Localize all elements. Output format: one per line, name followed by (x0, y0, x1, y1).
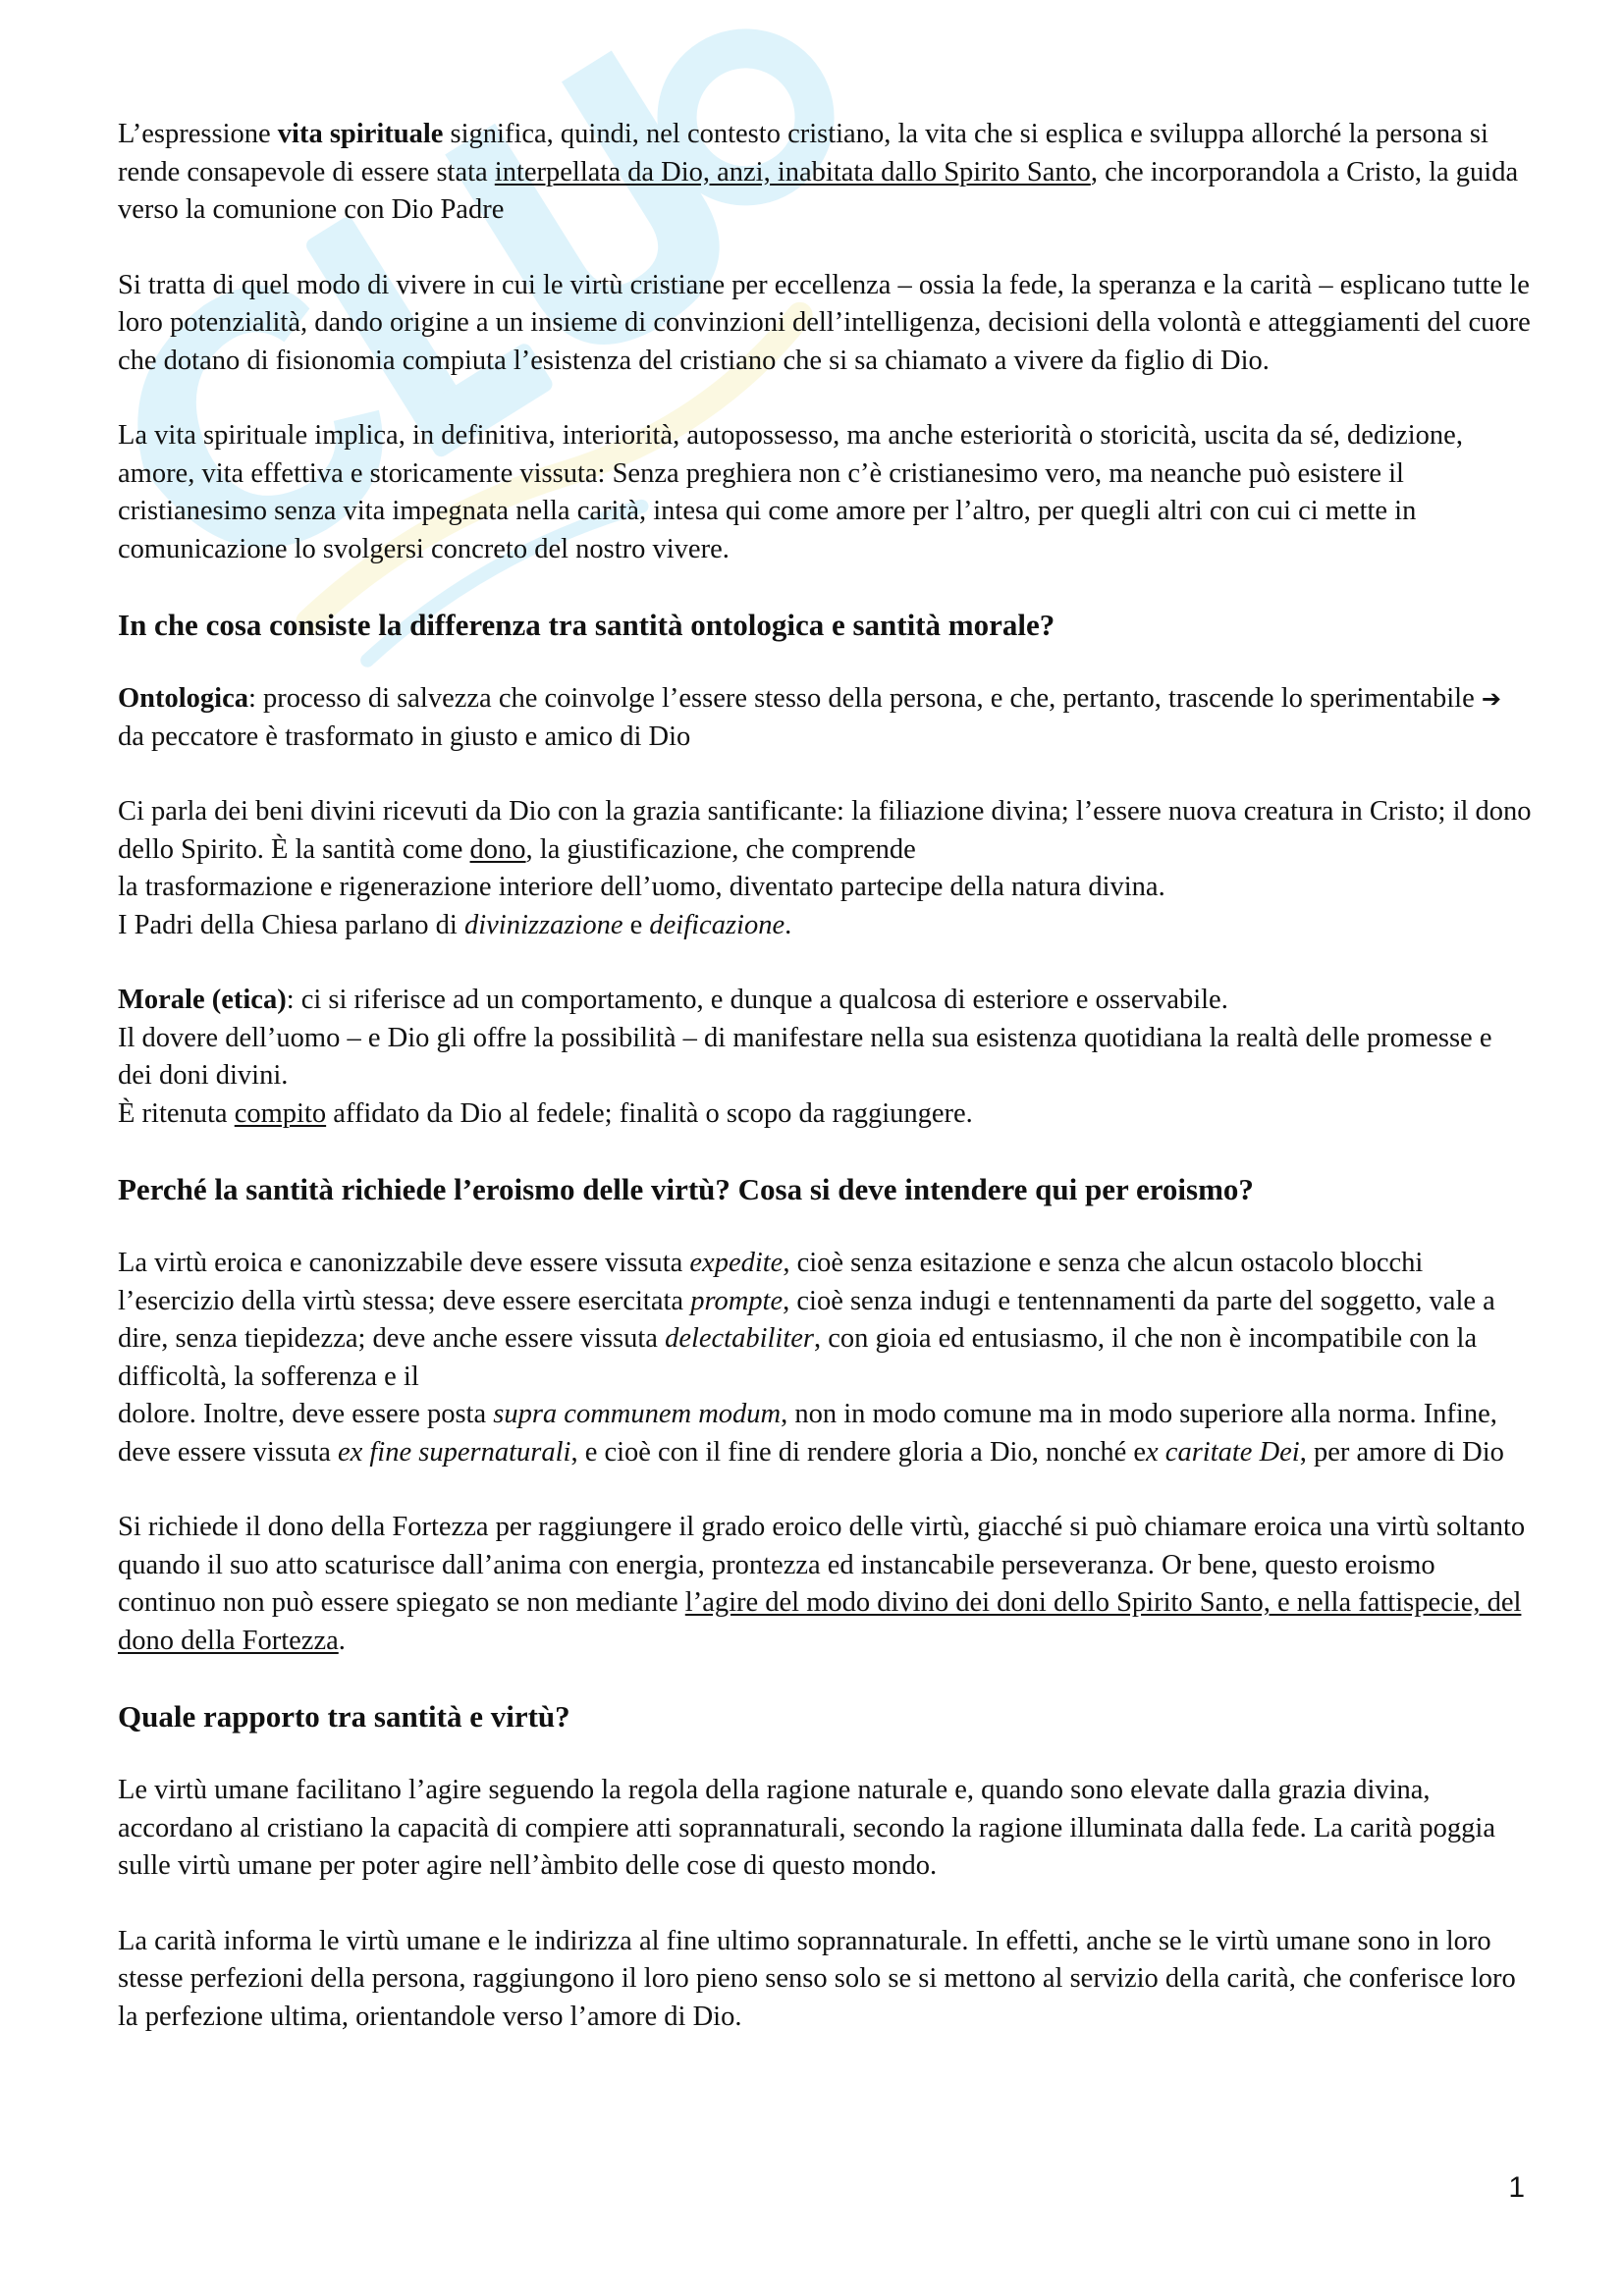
paragraph-ontologica (118, 680, 1532, 756)
paragraph-carita: La carità informa le virtù umane e le indirizza al fine ultimo soprannaturale. In effetti, anche se le virtù umane sono in loro stesse perfezioni della persona, raggiungono il loro pieno senso solo se si mettono al servizio della carità, che conferisce loro la perfezione ultima, orientandole verso l’amore di Dio. (118, 1925, 1516, 2032)
bold-term: Morale (etica) (118, 985, 287, 1015)
paragraph-virtu-eroica (118, 1245, 1532, 1471)
text-run: Il dovere dell’uomo – e Dio gli offre la possibilità – di manifestare nella sua esistenza quotidiana la realtà delle promesse e dei doni divini. (118, 1022, 1492, 1091)
text-run: È ritenuta (118, 1097, 235, 1129)
underlined-text: l’agire del modo divino dei doni dello Spirito Santo, e nella fattispecie, del dono della Fortezza (118, 1587, 1522, 1656)
text-run: affidato da Dio al fedele; finalità o scopo da raggiungere. (326, 1097, 973, 1129)
text-run: dolore. Inoltre, deve essere posta (118, 1399, 494, 1429)
text-run: , cioè senza indugi e tentennamenti da parte del soggetto, vale a dire, senza tiepidezza; deve anche essere vissuta (118, 1285, 1495, 1354)
heading-santita-virtu: Quale rapporto tra santità e virtù? (118, 1699, 570, 1734)
underlined-text: compito (234, 1097, 327, 1129)
bold-term: vita spirituale (277, 119, 444, 149)
text-run: e (622, 909, 650, 940)
text-run: , per amore di Dio (1299, 1436, 1504, 1468)
bold-term: Ontologica (118, 683, 248, 714)
text-run: : ci si riferisce ad un comportamento, e dunque a qualcosa di esteriore e osservabile. (286, 985, 1228, 1015)
text-run: , e cioè con il fine di rendere gloria a Dio, nonché e (570, 1436, 1147, 1468)
document-body (118, 116, 1532, 2036)
paragraph-vita-spirituale (118, 116, 1532, 230)
text-run: : processo di salvezza che coinvolge l’essere stesso della persona, e che, pertanto, trascende lo sperimentabile (248, 683, 1482, 714)
text-run: , la giustificazione, che comprende (525, 833, 916, 865)
text-run: , che incorporandola a Cristo, la guida verso la comunione con Dio Padre (118, 156, 1519, 225)
text-run: . (784, 909, 792, 940)
italic-term: expedite (689, 1248, 784, 1278)
text-run: . (338, 1625, 346, 1656)
text-run: , non in modo comune ma in modo superiore alla norma. Infine, deve essere vissuta (118, 1399, 1497, 1468)
italic-term: deificazione (649, 909, 785, 940)
text-run: la trasformazione e rigenerazione interiore dell’uomo, diventato partecipe della natura divina. (118, 872, 1165, 902)
paragraph-virtu-cristiane: Si tratta di quel modo di vivere in cui le virtù cristiane per eccellenza – ossia la fede, la speranza e la carità – esplicano tutte le loro potenzialità, dando origine a un insieme di convinzioni dell’intelligenza, decisioni della volontà e atteggiamenti del cuore che dotano di fisionomia compiuta l’esistenza del cristiano che si sa chiamato a vivere da figlio di Dio. (118, 269, 1531, 376)
paragraph-virtu-umane: Le virtù umane facilitano l’agire seguendo la regola della ragione naturale e, quando sono elevate dalla grazia divina, accordano al cristiano la capacità di compiere atti soprannaturali, secondo la ragione illuminata dalla fede. La carità poggia sulle virtù umane per poter agire nell’àmbito delle cose di questo mondo. (118, 1775, 1495, 1881)
italic-term: x caritate Dei (1146, 1436, 1300, 1468)
italic-term: prompte (690, 1285, 784, 1316)
italic-term: supra communem modum (493, 1399, 782, 1429)
text-run: Ci parla dei beni divini ricevuti da Dio con la grazia santificante: la filiazione divina; l’essere nuova creatura in Cristo; il dono dello Spirito. È la santità come (118, 796, 1532, 865)
text-run: significa, quindi, nel contesto cristiano, la vita che si esplica e sviluppa allorché la persona si rende consapevole di essere stata (118, 119, 1488, 187)
underlined-text: interpellata da Dio, anzi, inabitata dallo Spirito Santo (494, 156, 1091, 187)
text-run: Si richiede il dono della Fortezza per raggiungere il grado eroico delle virtù, giacché si può chiamare eroica una virtù soltanto quando il suo atto scaturisce dall’anima con energia, prontezza ed instancabile perseveranza. Or bene, questo eroismo continuo non può essere spiegato se non mediante (118, 1512, 1526, 1618)
underlined-text: dono (469, 833, 526, 865)
text-run: L’espressione (118, 119, 278, 149)
text-run: La virtù eroica e canonizzabile deve essere vissuta (118, 1248, 690, 1278)
text-run: , con gioia ed entusiasmo, il che non è incompatibile con la difficoltà, la sofferenza e il (118, 1323, 1478, 1392)
page-number: 1 (1508, 2171, 1525, 2204)
text-run: I Padri della Chiesa parlano di (118, 909, 464, 940)
italic-term: ex fine supernaturali (337, 1436, 571, 1468)
paragraph-interiorita: La vita spirituale implica, in definitiva, interiorità, autopossesso, ma anche esteriorità o storicità, uscita da sé, dedizione, amore, vita effettiva e storicamente vissuta: Senza preghiera non c’è cristianesimo vero, ma neanche può esistere il cristianesimo senza vita impegnata nella carità, intesa qui come amore per l’altro, per quegli altri con cui ci mette in comunicazione lo svolgersi concreto del nostro vivere. (118, 420, 1463, 564)
text-run: , cioè senza esitazione e senza che alcun ostacolo blocchi l’esercizio della virtù stessa; deve essere esercitata (118, 1248, 1424, 1316)
heading-santita-ontologica-morale: In che cosa consiste la differenza tra santità ontologica e santità morale? (118, 608, 1055, 642)
heading-eroismo-virtu: Perché la santità richiede l’eroismo delle virtù? Cosa si deve intendere qui per eroismo? (118, 1172, 1254, 1206)
paragraph-fortezza (118, 1509, 1532, 1660)
text-run: da peccatore è trasformato in giusto e amico di Dio (118, 721, 691, 752)
paragraph-beni-divini (118, 793, 1532, 944)
italic-term: delectabiliter (665, 1323, 815, 1354)
arrow-right-icon: ➔ (1481, 685, 1501, 713)
italic-term: divinizzazione (463, 909, 623, 940)
paragraph-morale (118, 982, 1532, 1133)
